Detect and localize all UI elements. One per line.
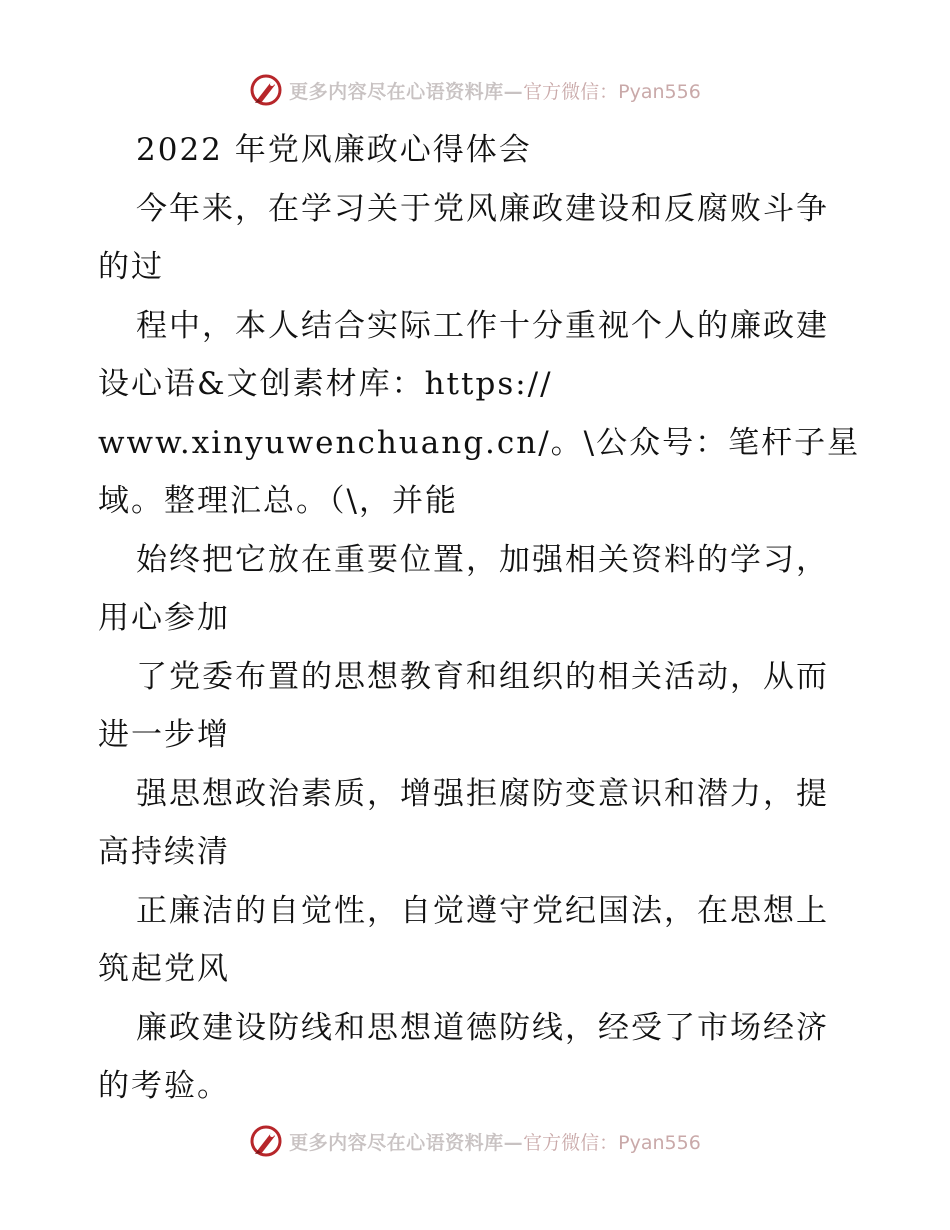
text-line: 用心参加 [98, 600, 230, 636]
document-body [98, 121, 861, 1116]
text-line: 正廉洁的自觉性，自觉遵守党纪国法，在思想上 [136, 892, 829, 929]
text-line: 了党委布置的思想教育和组织的相关活动，从而 [136, 658, 829, 695]
watermark-wechat-text: 官方微信：Pyan556 [523, 80, 701, 103]
text-line: 域。整理汇总。（\，并能 [98, 483, 458, 519]
text-line: 廉政建设防线和思想道德防线，经受了市场经济 [136, 1009, 829, 1046]
watermark-main-text: 更多内容尽在心语资料库— [289, 1131, 524, 1154]
text-line: 的过 [98, 249, 164, 285]
text-line: 的考验。 [98, 1068, 230, 1104]
document-title: 2022 年党风廉政心得体会 [136, 132, 532, 168]
text-line: 高持续清 [98, 834, 230, 870]
text-line: 今年来，在学习关于党风廉政建设和反腐败斗争 [136, 190, 829, 227]
watermark-footer [0, 1121, 950, 1161]
pen-logo-icon [249, 73, 283, 107]
text-line: 设心语&文创素材库：https:// [98, 366, 553, 402]
watermark-header [0, 70, 950, 110]
text-line: 筑起党风 [98, 951, 230, 987]
text-line: 始终把它放在重要位置，加强相关资料的学习， [136, 541, 829, 578]
text-line: 程中，本人结合实际工作十分重视个人的廉政建 [136, 307, 829, 344]
text-line: www.xinyuwenchuang.cn/。\公众号：笔杆子星 [98, 424, 861, 461]
watermark-wechat-text: 官方微信：Pyan556 [523, 1131, 701, 1154]
text-line: 进一步增 [98, 717, 230, 753]
pen-logo-icon [249, 1124, 283, 1158]
text-line: 强思想政治素质，增强拒腐防变意识和潜力，提 [136, 775, 829, 812]
watermark-main-text: 更多内容尽在心语资料库— [289, 80, 524, 103]
